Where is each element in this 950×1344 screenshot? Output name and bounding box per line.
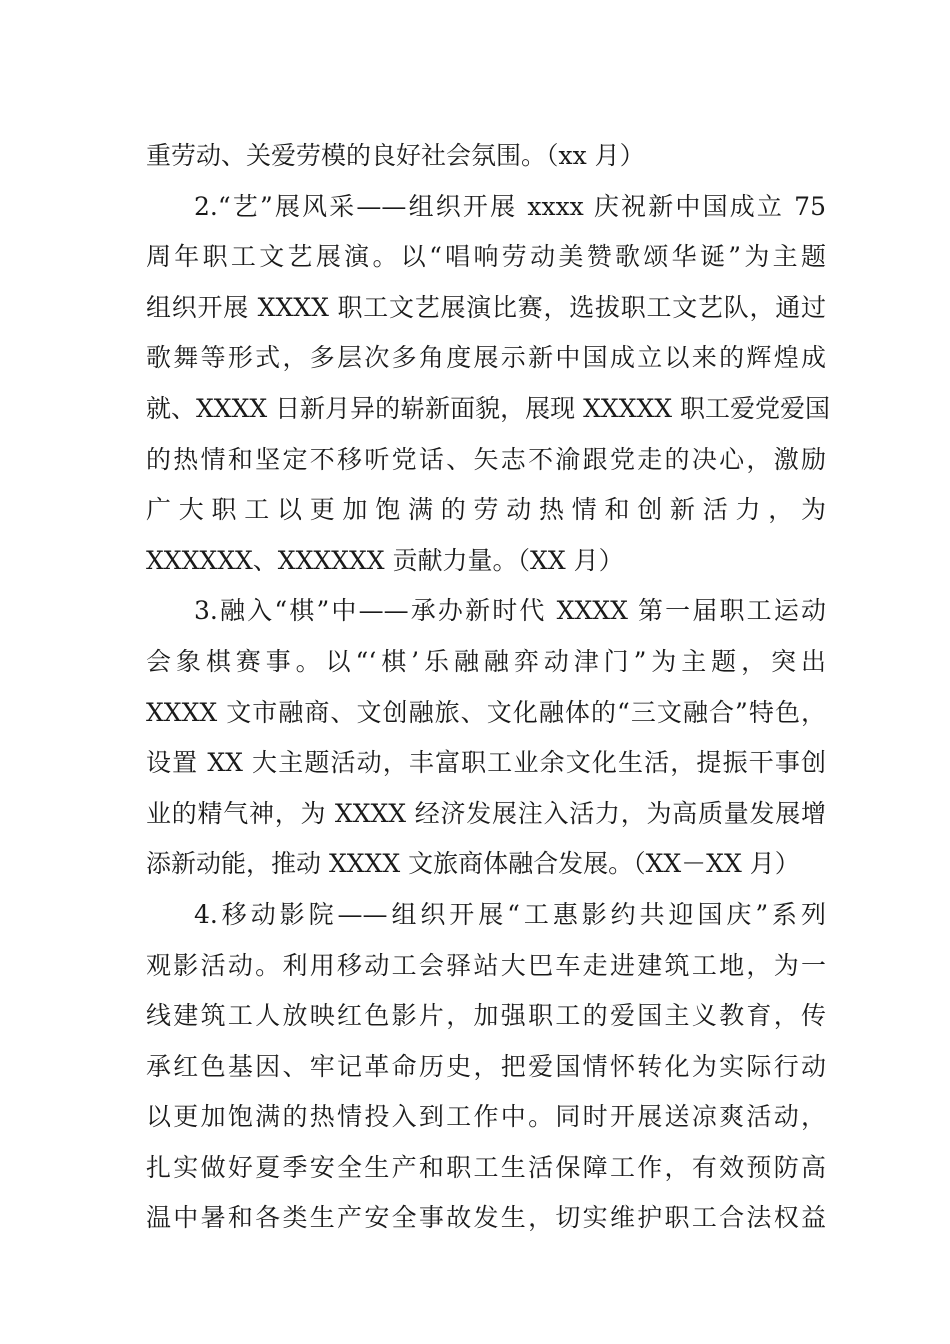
text-line: 观影活动。利用移动工会驿站大巴车走进建筑工地，为一 — [146, 950, 826, 980]
document-body — [146, 131, 831, 1244]
text-line: 4.移动影院——组织开展“工惠影约共迎国庆”系列 — [194, 899, 826, 929]
text-line: 以更加饱满的热情投入到工作中。同时开展送凉爽活动， — [146, 1102, 826, 1132]
text-line: 业的精气神，为 XXXX 经济发展注入活力，为高质量发展增 — [146, 798, 826, 828]
text-line: XXXXXX、XXXXXX 贡献力量。（XX 月） — [146, 545, 624, 575]
text-line: 歌舞等形式，多层次多角度展示新中国成立以来的辉煌成 — [146, 343, 826, 373]
text-line: 设置 XX 大主题活动，丰富职工业余文化生活，提振干事创 — [146, 748, 826, 778]
text-line: 重劳动、关爱劳模的良好社会氛围。（xx 月） — [146, 141, 645, 170]
text-line: 温中暑和各类生产安全事故发生，切实维护职工合法权益 — [146, 1203, 826, 1233]
text-line: 添新动能，推动 XXXX 文旅商体融合发展。（XX－XX 月） — [146, 849, 800, 879]
text-line: XXXX 文市融商、文创融旅、文化融体的“三文融合”特色， — [146, 697, 826, 727]
text-line: 就、XXXX 日新月异的崭新面貌，展现 XXXXX 职工爱党爱国 — [146, 393, 831, 423]
text-line: 2.“艺”展风采——组织开展 xxxx 庆祝新中国成立 75 — [194, 191, 826, 221]
text-line: 广大职工以更加饱满的劳动热情和创新活力，为 — [146, 495, 826, 525]
text-line: 周年职工文艺展演。以“唱响劳动美赞歌颂华诞”为主题 — [146, 242, 826, 272]
text-line: 线建筑工人放映红色影片，加强职工的爱国主义教育，传 — [146, 1001, 826, 1031]
text-line: 会象棋赛事。以“‘棋’乐融融弈动津门”为主题，突出 — [146, 646, 826, 676]
text-line: 承红色基因、牢记革命历史，把爱国情怀转化为实际行动 — [146, 1051, 826, 1081]
text-line: 组织开展 XXXX 职工文艺展演比赛，选拔职工文艺队，通过 — [146, 292, 826, 322]
text-line: 扎实做好夏季安全生产和职工生活保障工作，有效预防高 — [146, 1152, 826, 1182]
text-line: 的热情和坚定不移听党话、矢志不渝跟党走的决心，激励 — [146, 444, 826, 474]
text-line: 3.融入“棋”中——承办新时代 XXXX 第一届职工运动 — [194, 596, 826, 626]
